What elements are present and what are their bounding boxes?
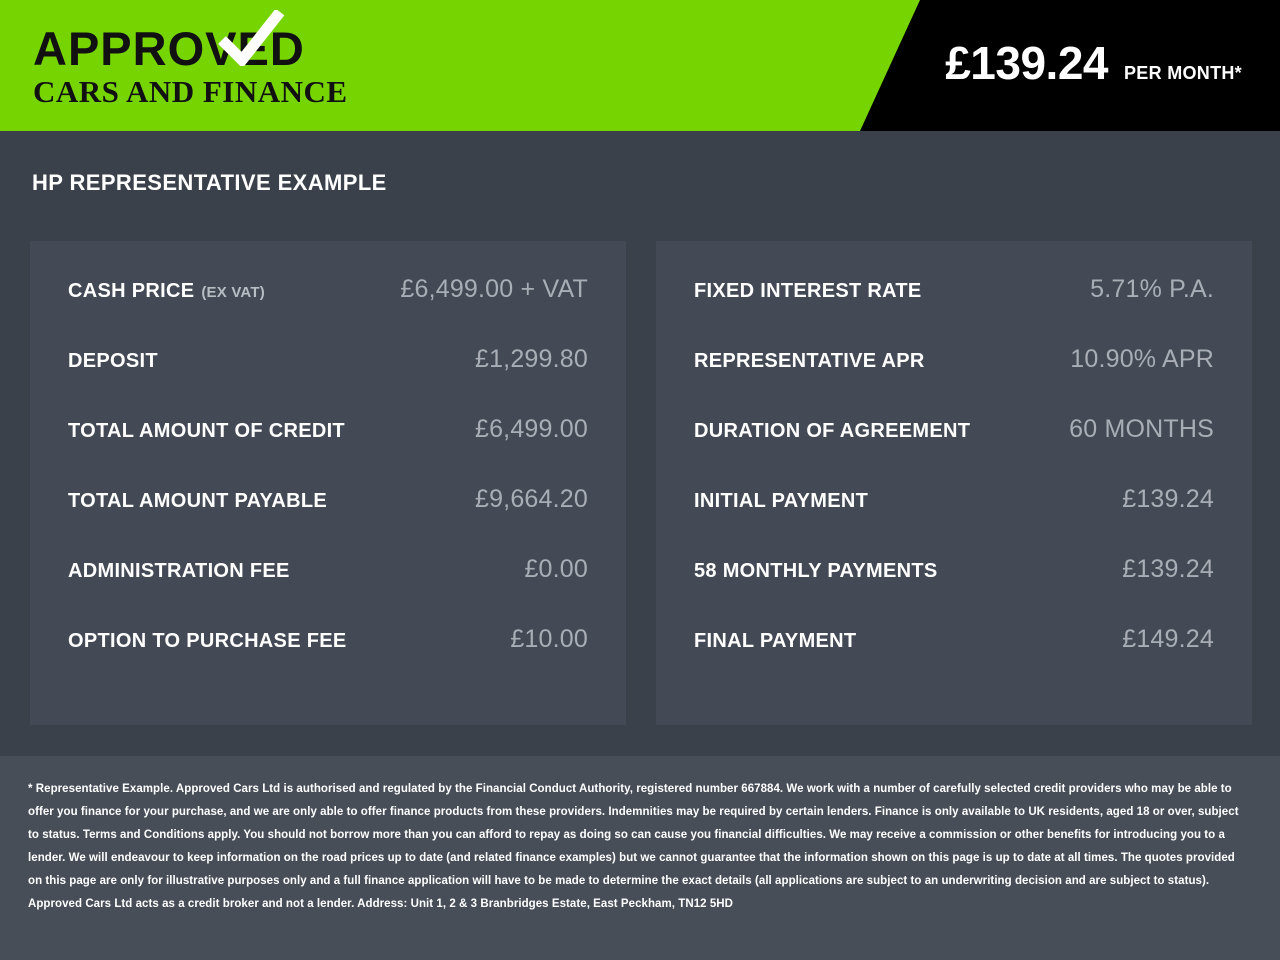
table-row [694, 275, 1214, 345]
brand-logo [33, 24, 353, 110]
table-row [694, 415, 1214, 485]
logo-line1-text: APPROVED [33, 22, 305, 75]
monthly-price-amount: £139.24 [945, 37, 1108, 89]
table-row [694, 625, 1214, 695]
table-row [694, 485, 1214, 555]
row-value: 5.71% P.A. [1090, 275, 1214, 303]
row-value: £139.24 [1122, 485, 1214, 513]
table-row [68, 555, 588, 625]
row-label-text: TOTAL AMOUNT PAYABLE [68, 490, 327, 512]
row-label [694, 630, 856, 653]
row-label [68, 560, 290, 583]
finance-details-panels [30, 241, 1252, 725]
row-value: £1,299.80 [474, 345, 588, 373]
row-label [694, 350, 925, 373]
row-label [68, 420, 345, 443]
row-label-text: TOTAL AMOUNT OF CREDIT [68, 420, 345, 442]
row-label-text: FINAL PAYMENT [694, 630, 857, 652]
row-label-text: FIXED INTEREST RATE [694, 280, 922, 302]
row-label-text: DEPOSIT [68, 350, 158, 372]
table-row [68, 275, 588, 345]
row-value: £6,499.00 [474, 415, 588, 443]
row-label-text: REPRESENTATIVE APR [694, 350, 925, 372]
row-label-text: INITIAL PAYMENT [694, 490, 869, 512]
row-label [68, 350, 158, 373]
table-row [68, 415, 588, 485]
logo-line2: CARS AND FINANCE [33, 74, 348, 109]
row-label [694, 420, 970, 443]
right-details-panel [656, 241, 1252, 725]
monthly-price-suffix: PER MONTH* [1123, 63, 1242, 83]
row-label [694, 490, 868, 513]
row-label [68, 490, 327, 513]
monthly-price-block [945, 37, 1242, 89]
row-value: 10.90% APR [1070, 345, 1214, 373]
table-row [694, 345, 1214, 415]
row-value: £9,664.20 [474, 485, 588, 513]
row-label [694, 280, 922, 303]
page-header [0, 0, 1280, 131]
table-row [68, 485, 588, 555]
row-label [68, 280, 265, 303]
row-value: £0.00 [524, 555, 588, 583]
row-value: 60 MONTHS [1069, 415, 1214, 443]
page-title: HP REPRESENTATIVE EXAMPLE [32, 170, 387, 195]
row-label [68, 630, 347, 653]
row-value: £10.00 [510, 625, 588, 653]
row-label-sub: (EX VAT) [201, 284, 265, 301]
row-label-text: DURATION OF AGREEMENT [694, 420, 971, 442]
row-label-text: ADMINISTRATION FEE [68, 560, 290, 582]
row-value: £6,499.00 + VAT [400, 275, 588, 303]
disclaimer-text: * Representative Example. Approved Cars Ltd is authorised and regulated by the Financial Conduct Authority, registered number 667884. We work with a number of carefully selected credit providers who may be able to offer you finance for your purchase, and we are only able to offer finance products from these providers. Indemnities may be required by certain lenders. Finance is only available to UK residents, aged 18 or over, subject to status. Terms and Conditions apply. You should not borrow more than you can afford to repay as doing so can cause you financial difficulties. We may receive a commission or other benefits for introducing you to a lender. We will endeavour to keep information on the road prices up to date (and related finance examples) but we cannot guarantee that the information shown on this page is up to date at all times. The quotes provided on this page are only for illustrative purposes only and a full finance application will have to be made to determine the exact details (all applications are subject to an underwriting decision and are subject to status). Approved Cars Ltd acts as a credit broker and not a lender. Address: Unit 1, 2 & 3 Branbridges Estate, East Peckham, TN12 5HD [28, 783, 1239, 910]
row-value: £139.24 [1122, 555, 1214, 583]
row-label-text: CASH PRICE [68, 280, 195, 302]
table-row [68, 625, 588, 695]
logo-line1 [33, 24, 353, 74]
table-row [694, 555, 1214, 625]
footer-disclaimer [0, 756, 1280, 960]
row-value: £149.24 [1122, 625, 1214, 653]
row-label-text: OPTION TO PURCHASE FEE [68, 630, 347, 652]
row-label-text: 58 MONTHLY PAYMENTS [694, 560, 938, 582]
table-row [68, 345, 588, 415]
left-details-panel [30, 241, 626, 725]
row-label [694, 560, 938, 583]
